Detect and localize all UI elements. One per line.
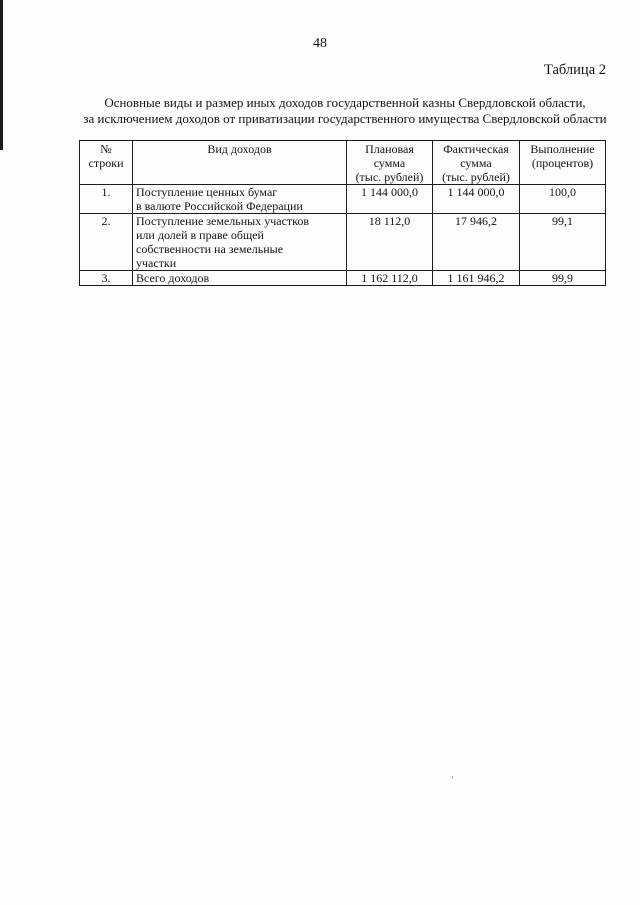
percent-cell: 99,1 xyxy=(520,214,606,271)
table-row xyxy=(80,185,606,214)
actual-sum-cell: 1 161 946,2 xyxy=(433,271,520,286)
header-row-number xyxy=(80,141,133,185)
row-number-cell: 1. xyxy=(80,185,133,214)
header-text: (процентов) xyxy=(531,156,594,170)
row-number-cell: 3. xyxy=(80,271,133,286)
income-type-cell xyxy=(133,214,347,271)
header-percent xyxy=(520,141,606,185)
actual-sum-cell: 1 144 000,0 xyxy=(433,185,520,214)
income-type-text: Всего доходов xyxy=(136,271,210,285)
percent-cell: 100,0 xyxy=(520,185,606,214)
income-table xyxy=(79,140,606,286)
header-text: сумма xyxy=(460,156,492,170)
income-type-text: собственности на земельные xyxy=(136,242,284,256)
header-planned-sum xyxy=(347,141,433,185)
planned-sum-cell: 18 112,0 xyxy=(347,214,433,271)
scan-speck xyxy=(452,776,453,779)
header-text: (тыс. рублей) xyxy=(355,170,424,184)
table-row xyxy=(80,271,606,286)
page-number: 48 xyxy=(313,36,327,51)
income-type-text: или долей в праве общей xyxy=(136,228,264,242)
header-text: (тыс. рублей) xyxy=(442,170,510,184)
header-income-type xyxy=(133,141,347,185)
table-label: Таблица 2 xyxy=(543,62,606,78)
heading-line-1: Основные виды и размер иных доходов государственной казны Свердловской области, xyxy=(104,95,586,110)
table-row xyxy=(80,214,606,271)
header-text: № xyxy=(100,142,112,156)
actual-sum-cell: 17 946,2 xyxy=(433,214,520,271)
percent-cell: 99,9 xyxy=(520,271,606,286)
header-text: Выполнение xyxy=(530,142,595,156)
heading-line-2: за исключением доходов от приватизации государственного имущества Свердловской области xyxy=(83,111,607,126)
table-heading xyxy=(70,95,620,127)
income-type-text: Поступление ценных бумаг xyxy=(136,185,278,199)
income-type-cell xyxy=(133,185,347,214)
header-text: Фактическая xyxy=(443,142,509,156)
table-header-row xyxy=(80,141,606,185)
planned-sum-cell: 1 162 112,0 xyxy=(347,271,433,286)
scan-edge-mark xyxy=(0,0,3,150)
header-text: Вид доходов xyxy=(207,142,272,156)
row-number-cell: 2. xyxy=(80,214,133,271)
planned-sum-cell: 1 144 000,0 xyxy=(347,185,433,214)
header-text: Плановая xyxy=(365,142,414,156)
income-type-text: в валюте Российской Федерации xyxy=(136,199,303,213)
header-text: сумма xyxy=(373,156,406,170)
header-actual-sum xyxy=(433,141,520,185)
income-type-cell xyxy=(133,271,347,286)
income-type-text: участки xyxy=(136,256,177,270)
header-text: строки xyxy=(88,156,124,170)
income-type-text: Поступление земельных участков xyxy=(136,214,310,228)
